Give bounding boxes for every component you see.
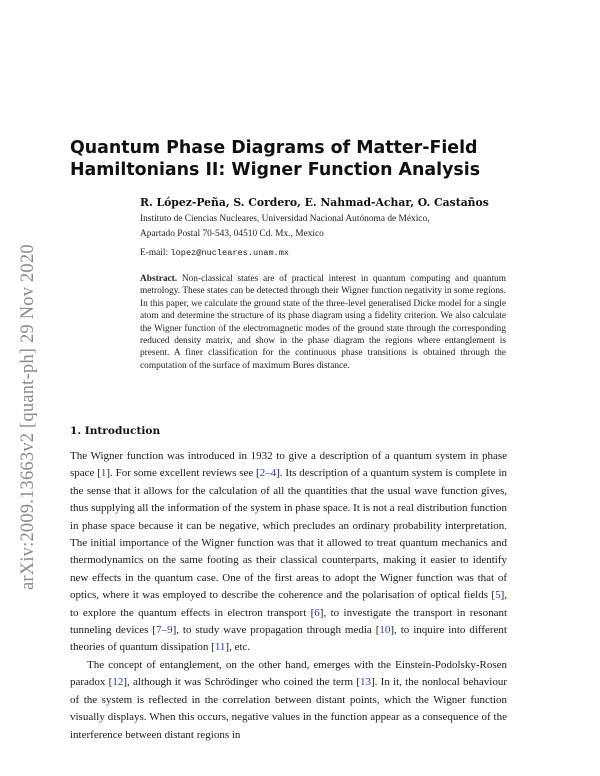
- paragraph-1-text-2: ]. Its description of a quantum system is complete in the sense that it allows for the calculation of all the quantities that the usual wave function gives, thus supplying all the information of the system in phase space. It is not a real distribution function in phase space because it can be negative, which precludes an ordinary probability interpretation. The initial importance of the Wigner function was that it allowed to treat quantum mechanics and thermodynamics on the same footing as their classical counterparts, making it easier to identify new effects in the quantum case. One of the first areas to adopt the Wigner function was that of optics, where it was employed to describe the coherence and the polarisation of optical fields [: [70, 467, 507, 602]
- abstract-text: Non-classical states are of practical interest in quantum computing and quantum metrology. These states can be detected through their Wigner function negativity in some regions. In this paper, we calculate the ground state of the three-level generalised Dicke model for a single atom and determine the structure of its phase diagram using a fidelity criterion. We also calculate the Wigner function of the electromagnetic modes of the ground state through the corresponding reduced density matrix, and show in the phase diagram the regions where entanglement is present. A finer classification for the continuous phase transitions is obtained through the computation of the surface of maximum Bures distance.: [140, 274, 506, 371]
- email-address[interactable]: lopez@nucleares.unam.mx: [170, 248, 290, 258]
- citation-link[interactable]: 13: [360, 676, 371, 689]
- paper-title: Quantum Phase Diagrams of Matter-Field Hamiltonians II: Wigner Function Analysis: [70, 138, 481, 180]
- affiliation-line-2: Apartado Postal 70-543, 04510 Cd. Mx., Mexico: [140, 229, 324, 239]
- email-line: [140, 248, 520, 258]
- paragraph-1-text-1: ]. For some excellent reviews see [: [106, 467, 260, 480]
- citation-link[interactable]: 5: [495, 589, 501, 602]
- citation-link[interactable]: 7–9: [156, 624, 173, 637]
- paragraph-1-text-4: ], to investigate the transport in resonant tunneling devices [: [70, 606, 508, 637]
- citation-link[interactable]: 10: [379, 624, 391, 637]
- abstract-label: Abstract.: [140, 274, 178, 284]
- paragraph-1-text-5: ], to study wave propagation through media [: [172, 624, 380, 637]
- paragraph-1-text-0: The Wigner function was introduced in 1932 to give a description of a quantum system in phase space [: [70, 450, 507, 480]
- paragraph-1-text-7: ], etc.: [225, 641, 251, 654]
- citation-link[interactable]: 2–4: [259, 467, 277, 480]
- citation-link[interactable]: 1: [100, 467, 107, 480]
- citation-link[interactable]: 11: [214, 641, 226, 654]
- body-text: [70, 448, 507, 744]
- affiliation-line-1: Instituto de Ciencias Nucleares, Universidad Nacional Autónoma de México,: [140, 214, 430, 224]
- email-label: E-mail:: [140, 248, 171, 258]
- author-list: R. López-Peña, S. Cordero, E. Nahmad-Achar, O. Castaños: [140, 196, 489, 209]
- citation-link[interactable]: 12: [112, 676, 124, 689]
- paragraph-1: [70, 448, 507, 657]
- section-heading-introduction: 1. Introduction: [70, 425, 161, 437]
- arxiv-identifier-stamp: arXiv:2009.13663v2 [quant-ph] 29 Nov 2020: [18, 244, 38, 590]
- paragraph-1-text-3: ], to explore the quantum effects in electron transport [: [70, 589, 507, 619]
- paragraph-2: [70, 657, 507, 744]
- paragraph-1-text-6: ], to inquire into different theories of quantum dissipation [: [70, 624, 507, 654]
- paragraph-2-text-1: ], although it was Schrödinger who coined the term [: [123, 676, 360, 689]
- paragraph-2-text-2: ]. In it, the nonlocal behaviour of the system is reflected in the correlation between distant points, which the Wigner function visually displays. When this occurs, negative values in the function appear as a consequence of the interference between distant regions in: [70, 676, 507, 741]
- paragraph-2-text-0: The concept of entanglement, on the other hand, emerges with the Einstein-Podolsky-Rosen paradox [: [70, 658, 507, 689]
- citation-link[interactable]: 6: [314, 606, 320, 619]
- abstract: [140, 273, 506, 372]
